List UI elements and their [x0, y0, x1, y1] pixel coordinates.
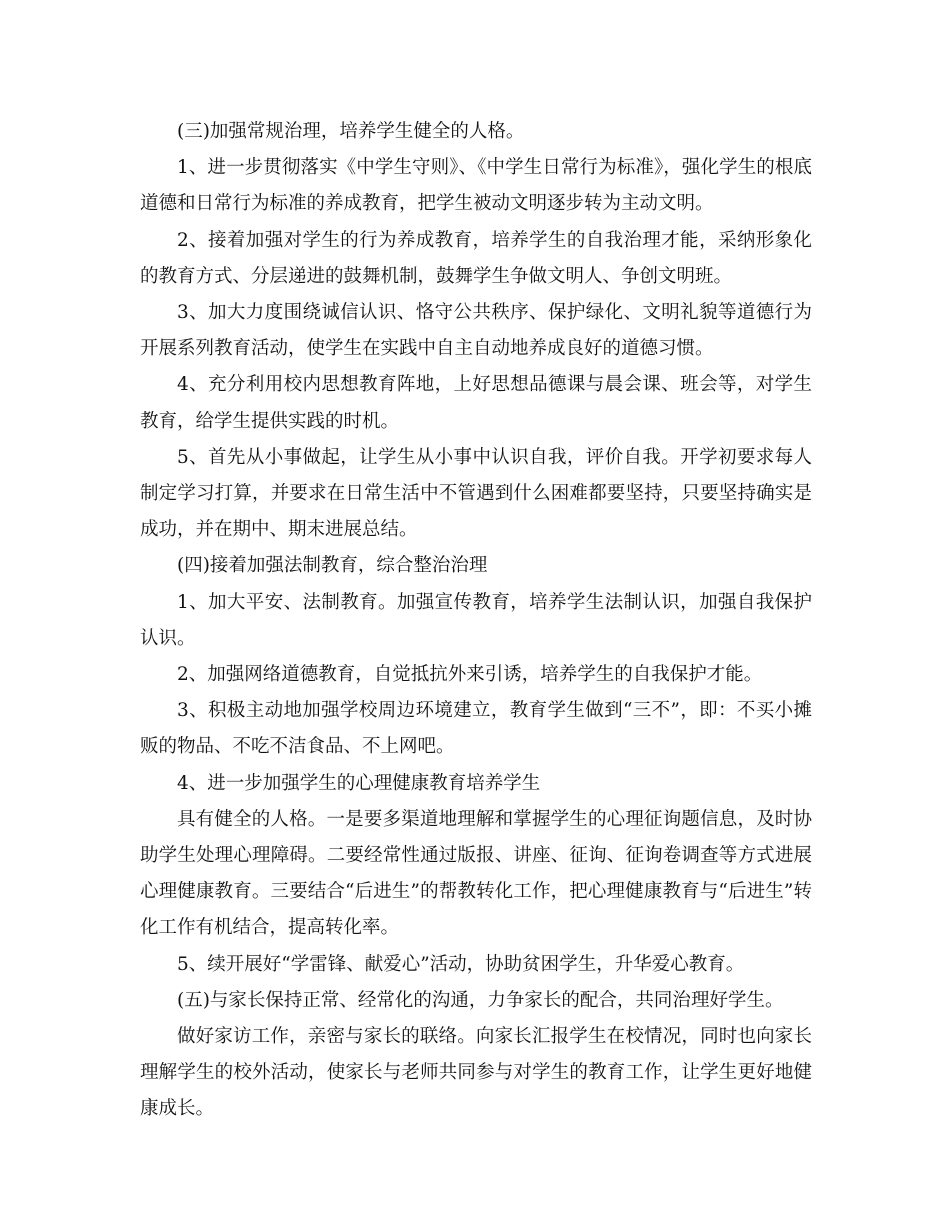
paragraph: 1、进一步贯彻落实《中学生守则》、《中学生日常行为标准》，强化学生的根底道德和日常行为标准的养成教育，把学生被动文明逐步转为主动文明。 [140, 157, 812, 215]
paragraph: 3、加大力度围绕诚信认识、恪守公共秩序、保护绿化、文明礼貌等道德行为开展系列教育活动，使学生在实践中自主自动地养成良好的道德习惯。 [140, 302, 812, 360]
paragraph: 3、积极主动地加强学校周边环境建立，教育学生做到“三不”，即：不买小摊贩的物品、不吃不洁食品、不上网吧。 [140, 700, 812, 758]
paragraph: 4、进一步加强学生的心理健康教育培养学生 [177, 772, 541, 794]
section-heading-3: (三)加强常规治理，培养学生健全的人格。 [177, 121, 525, 142]
paragraph: 5、首先从小事做起，让学生从小事中认识自我，评价自我。开学初要求每人制定学习打算，并要求在日常生活中不管遇到什么困难都要坚持，只要坚持确实是成功，并在期中、期末进展总结。 [140, 446, 812, 541]
paragraph: 1、加大平安、法制教育。加强宣传教育，培养学生法制认识，加强自我保护认识。 [140, 591, 812, 649]
document-body [140, 114, 812, 1128]
section-heading-5: (五)与家长保持正常、经常化的沟通，力争家长的配合，共同治理好学生。 [177, 989, 784, 1011]
paragraph: 2、加强网络道德教育，自觉抵抗外来引诱，培养学生的自我保护才能。 [177, 664, 763, 686]
section-heading-4: (四)接着加强法制教育，综合整治治理 [177, 555, 488, 577]
paragraph: 4、充分利用校内思想教育阵地，上好思想品德课与晨会课、班会等，对学生教育，给学生提供实践的时机。 [140, 374, 812, 432]
paragraph: 具有健全的人格。一是要多渠道地理解和掌握学生的心理征询题信息，及时协助学生处理心理障碍。二要经常性通过版报、讲座、征询、征询卷调查等方式进展心理健康教育。三要结合“后进生”的帮教转化工作，把心理健康教育与“后进生”转化工作有机结合，提高转化率。 [140, 808, 812, 939]
paragraph: 做好家访工作，亲密与家长的联络。向家长汇报学生在校情况，同时也向家长理解学生的校外活动，使家长与老师共同参与对学生的教育工作，让学生更好地健康成长。 [140, 1026, 812, 1120]
paragraph: 5、续开展好“学雷锋、献爱心”活动，协助贫困学生，升华爱心教育。 [177, 953, 745, 975]
paragraph: 2、接着加强对学生的行为养成教育，培养学生的自我治理才能，采纳形象化的教育方式、分层递进的鼓舞机制，鼓舞学生争做文明人、争创文明班。 [140, 229, 812, 287]
